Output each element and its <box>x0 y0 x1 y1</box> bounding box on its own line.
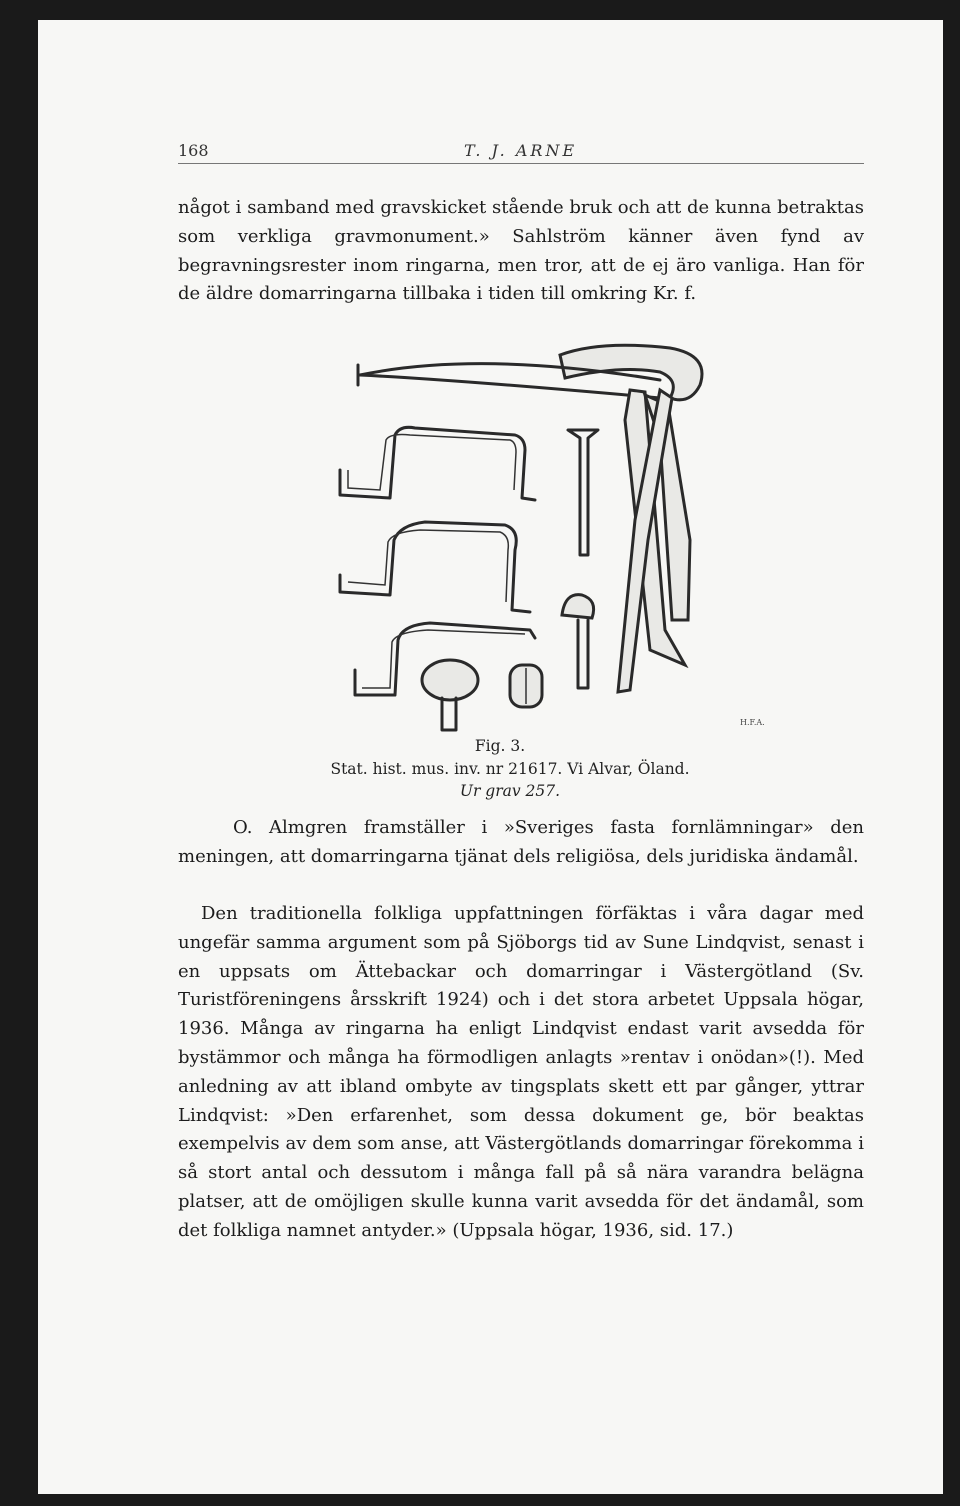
illustrator-initials: H.F.A. <box>740 718 765 727</box>
figure-illustration <box>300 320 780 745</box>
staple-drawing <box>340 522 530 612</box>
figure-source: Stat. hist. mus. inv. nr 21617. Vi Alvar, Öland. <box>330 760 690 778</box>
nail-drawing <box>562 595 594 618</box>
page-number: 168 <box>178 141 209 160</box>
shears-drawing <box>358 345 702 692</box>
rivet-drawing <box>422 660 478 700</box>
page-header <box>178 133 864 164</box>
figure-grave: Ur grav 257. <box>459 782 561 800</box>
paragraph-2: O. Almgren framställer i »Sveriges fasta fornlämningar» den meningen, att domarringarna tjänat dels religiösa, dels juridiska ändamål. <box>178 817 864 867</box>
running-head: T. J. ARNE <box>464 141 578 160</box>
paragraph-1: något i samband med gravskicket stående bruk och att de kunna betraktas som verkliga gravmonument.» Sahlström känner även fynd av begravningsrester inom ringarna, men tror, att de ej äro vanliga. Han för de äldre domarringarna tillbaka i tiden till omkring Kr. f. <box>178 197 864 305</box>
nail-drawing <box>568 430 598 555</box>
figure-label: Fig. 3. <box>474 737 526 755</box>
paragraph-3: Den traditionella folkliga uppfattningen förfäktas i våra dagar med ungefär samma argument som på Sjöborgs tid av Sune Lindqvist, senast i en uppsats om Ättebackar och domarringar i Västergötland (Sv. Turistföreningens årsskrift 1924) och i det stora arbetet Uppsala högar, 1936. Många av ringarna ha enligt Lindqvist endast varit avsedda för bystämmor och många ha förmodligen anlagts »rentav i onödan»(!). Med anledning av att ibland ombyte av tingsplats skett ett par gånger, yttrar Lindqvist: »Den erfarenhet, som dessa dokument ge, bör beaktas exempelvis av dem som anse, att Västergötlands domarringar förekomma i så stort antal och dessutom i många fall på så nära varandra belägna platser, att de omöjligen skulle kunna varit avsedda för det ändamål, som det folkliga namnet antyder.» (Uppsala högar, 1936, sid. 17.) <box>178 903 864 1241</box>
